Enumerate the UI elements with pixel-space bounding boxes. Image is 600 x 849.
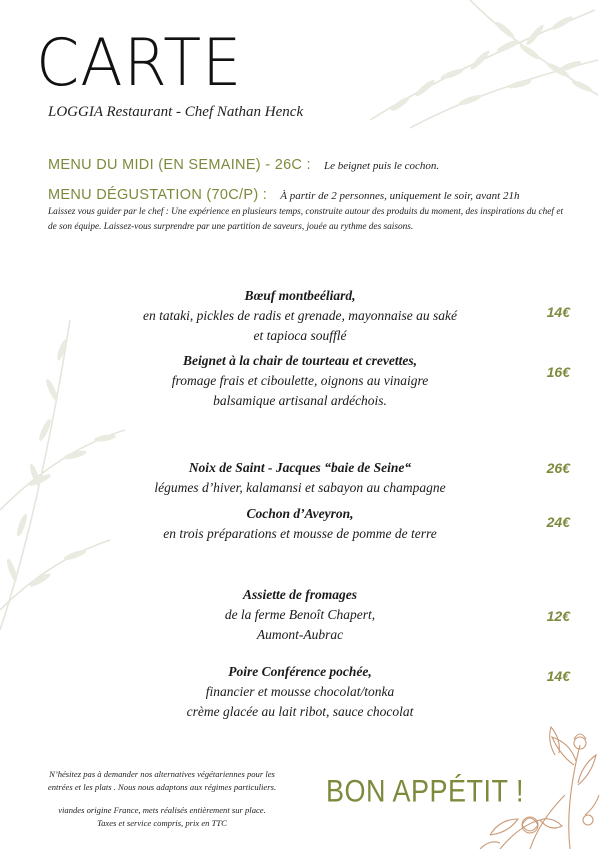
dish-name: Noix de Saint - Jacques “baie de Seine“ [188,460,412,475]
dish-item [100,662,500,722]
dish-description: en trois préparations et mousse de pomme de terre [163,526,437,541]
menu-midi-label: MENU DU MIDI (EN SEMAINE) - 26C : [48,157,311,173]
menu-midi-desc: Le beignet puis le cochon. [323,160,440,172]
menu-degustation-label: MENU DÉGUSTATION (70C/P) : [48,187,268,203]
dish-item [100,504,500,544]
top-foliage-icon [330,0,600,130]
dish-name: Poire Conférence pochée, [228,664,372,679]
dish-price: 26€ [546,460,570,476]
restaurant-subtitle: LOGGIA Restaurant - Chef Nathan Henck [48,104,304,120]
dish-description: fromage frais et ciboulette, oignons au vinaigre [171,373,429,388]
page-title: CARTE [36,24,243,101]
dish-description: en tataki, pickles de radis et grenade, mayonnaise au saké [142,308,458,323]
vegetarian-note-line: N’hésitez pas à demander nos alternatives végétariennes pour les [49,769,275,779]
dish-name: Cochon d’Aveyron, [246,506,354,521]
dish-price: 14€ [546,304,570,320]
dish-name: Bœuf montbeéliard, [244,288,356,303]
dish-price: 16€ [546,364,570,380]
dish-name: Beignet à la chair de tourteau et crevettes, [183,353,417,368]
dish-description: financier et mousse chocolat/tonka [205,684,395,699]
dish-item [100,458,500,498]
dish-name: Assiette de fromages [243,587,357,602]
dish-item [100,585,500,645]
menu-degustation-desc: À partir de 2 personnes, uniquement le soir, avant 21h [280,190,520,202]
origin-note-line: viandes origine France, mets réalisés entièrement sur place. [58,805,266,815]
bon-appetit-closing: BON APPÉTIT ! [326,773,525,809]
dish-description: Aumont-Aubrac [256,627,344,642]
dish-item [100,286,500,346]
vegetarian-note-line: entrées et les plats . Nous nous adaptons aux régimes particuliers. [47,782,277,792]
dish-description: légumes d’hiver, kalamansi et sabayon au champagne [154,480,446,495]
dish-description: de la ferme Benoît Chapert, [224,607,376,622]
dish-description: crème glacée au lait ribot, sauce chocolat [186,704,414,719]
dish-item [100,351,500,411]
dish-description: et tapioca soufflé [253,328,347,343]
menu-degustation [48,184,519,203]
dish-description: balsamique artisanal ardéchois. [213,393,387,408]
vegetarian-note [18,768,306,794]
dish-price: 24€ [546,514,570,530]
dish-price: 14€ [546,668,570,684]
taxes-note-line: Taxes et service compris, prix en TTC [97,818,227,828]
origin-note [18,804,306,830]
dish-price: 12€ [546,608,570,624]
degustation-intro: Laissez vous guider par le chef : Une expérience en plusieurs temps, construite autour des produits du moment, des inspirations du chef et de son équipe. Laissez-vous surprendre par une partition de saveurs, jouée au rythme des saisons. [48,207,564,232]
menu-midi [48,154,439,173]
